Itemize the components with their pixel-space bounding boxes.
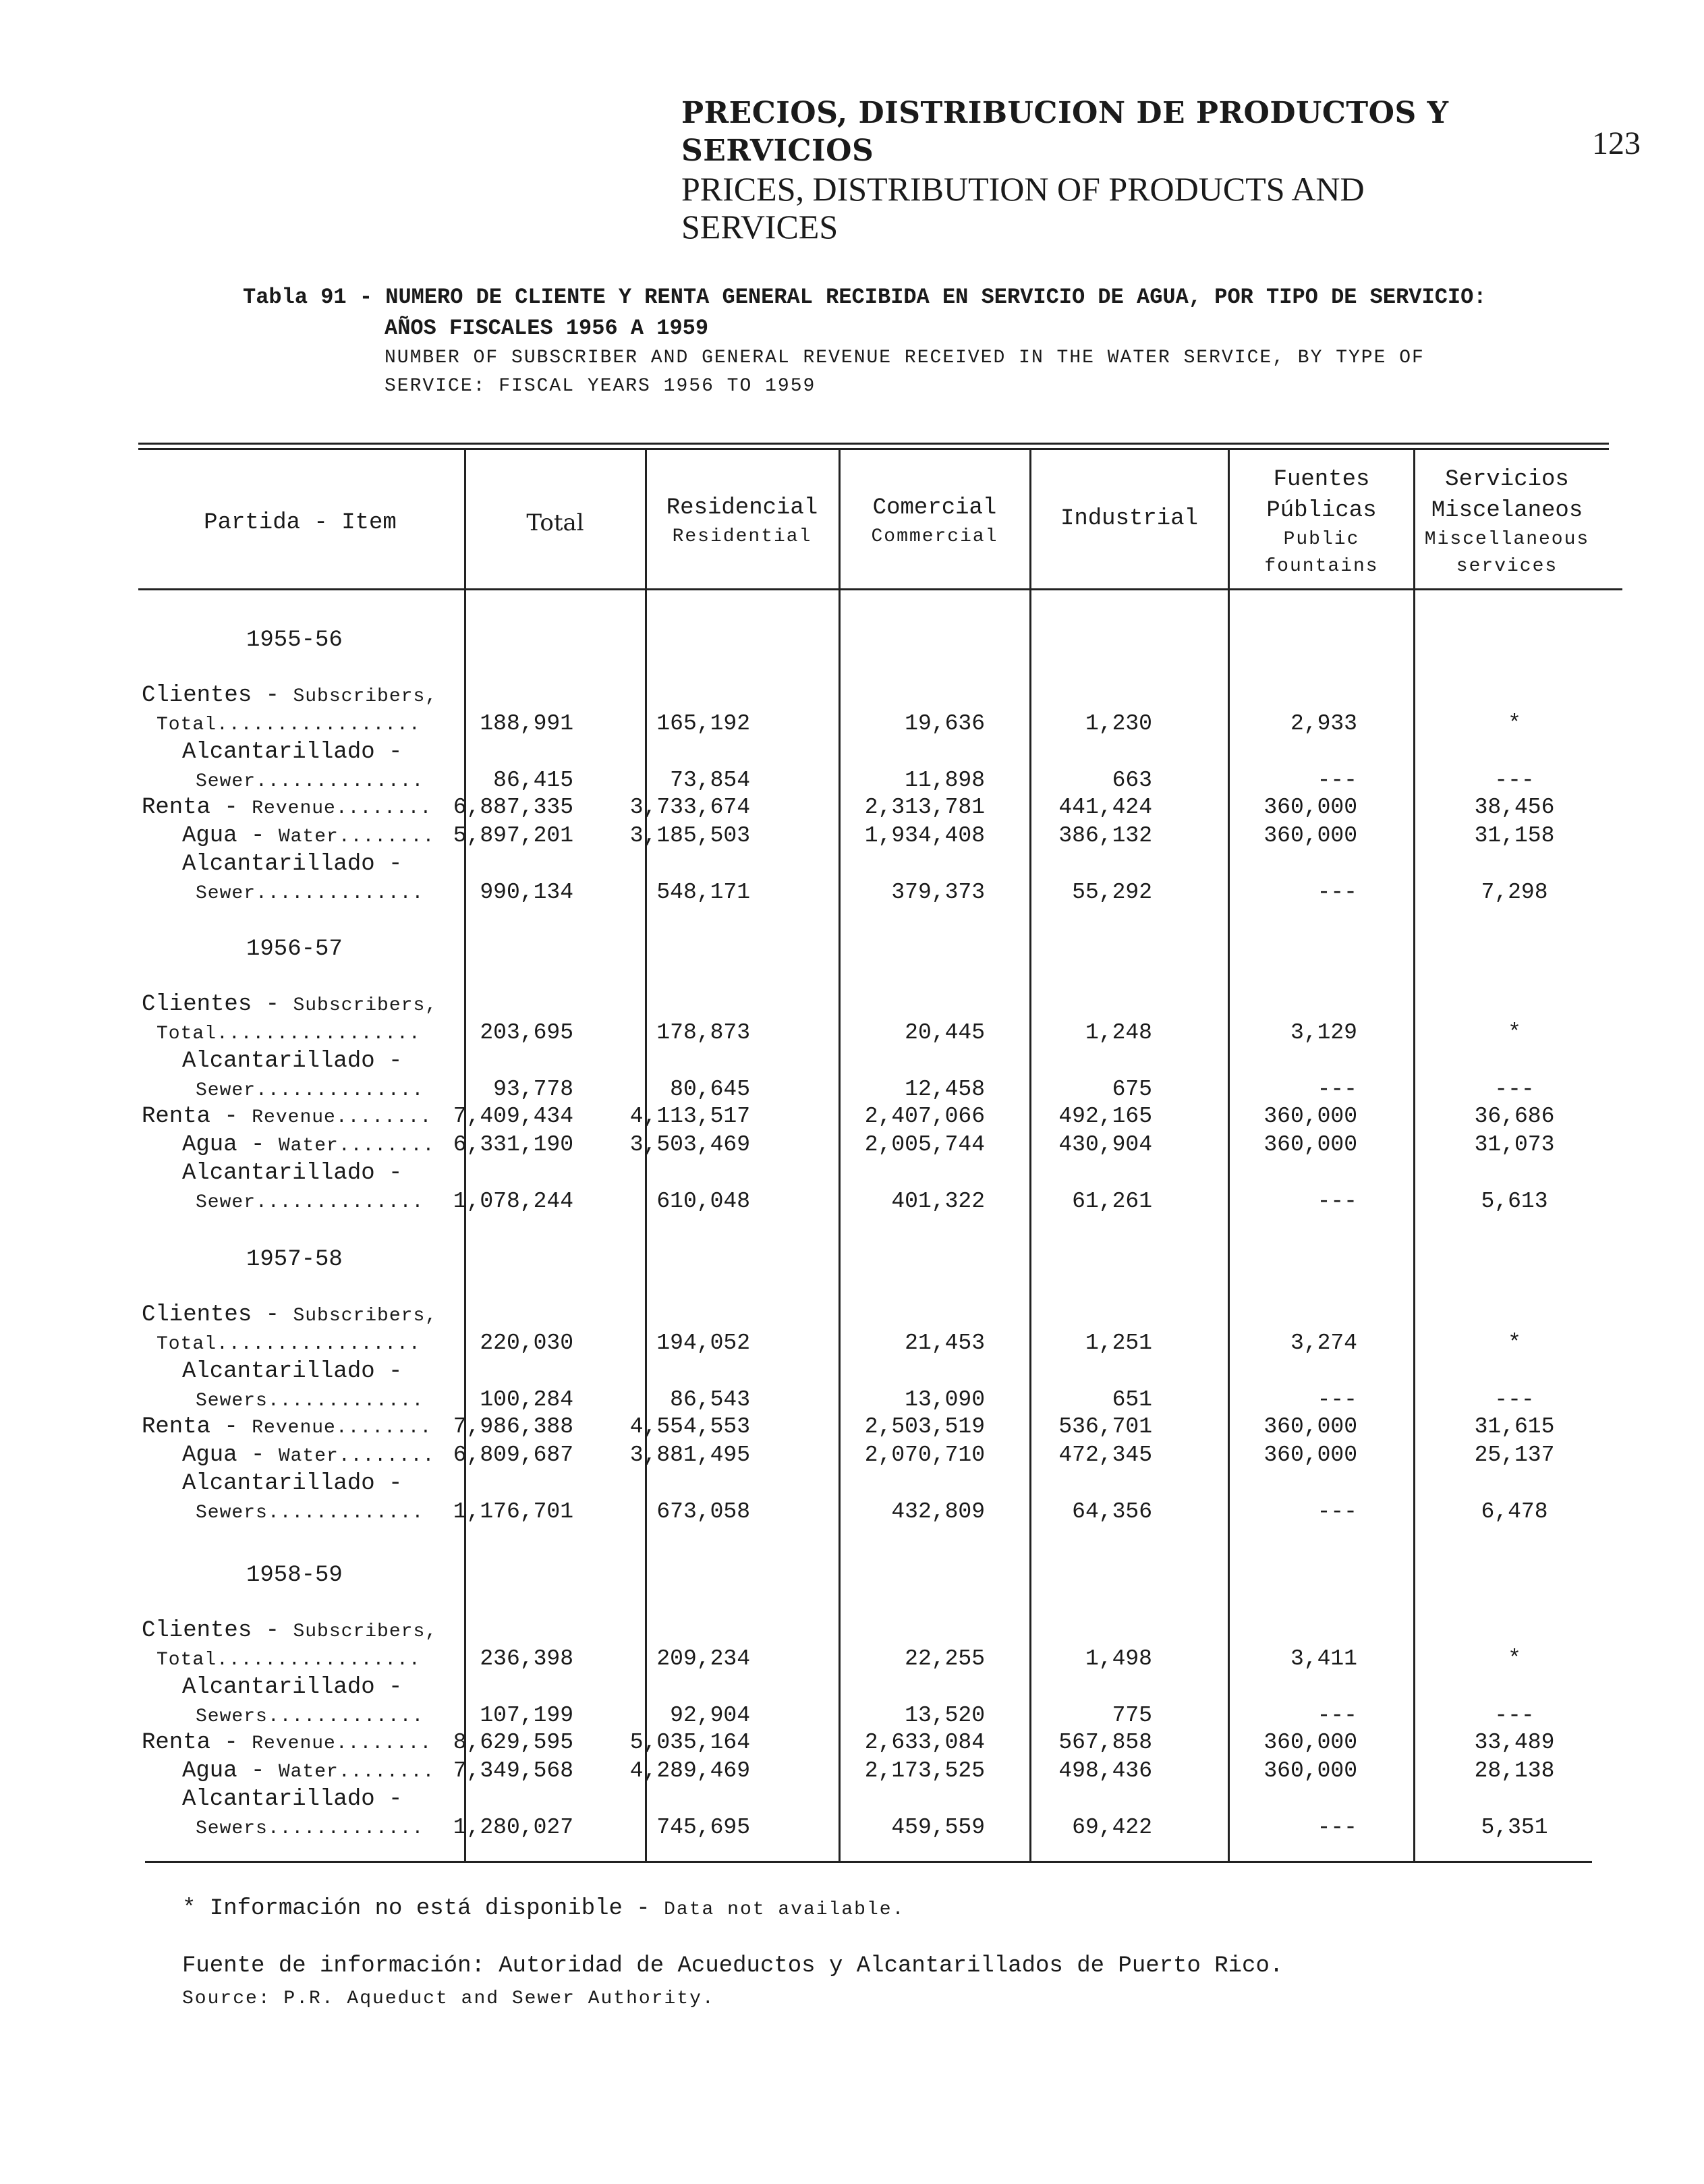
- table-cell: 86,543: [670, 1387, 750, 1412]
- table-cell: 61,261: [1072, 1189, 1152, 1214]
- table-cell: 28,138: [1474, 1758, 1555, 1783]
- table-cell: 360,000: [1263, 823, 1357, 848]
- footnote-source-es: Fuente de información: Autoridad de Acueductos y Alcantarillados de Puerto Rico.: [182, 1953, 1284, 1979]
- row-label-sewer: [196, 768, 424, 793]
- col-header-industrial: [1032, 503, 1226, 534]
- table-cell: 548,171: [656, 880, 750, 905]
- year-heading: 1957-58: [246, 1247, 343, 1272]
- table-cell: 1,248: [1085, 1020, 1152, 1045]
- row-label-clientes: Clientes -: [142, 1618, 293, 1644]
- col-header-misc-es2: Miscelaneos: [1431, 498, 1583, 524]
- header-bottom-rule: [138, 588, 1622, 590]
- row-label-alcantarillado-text: Alcantarillado -: [182, 1471, 403, 1496]
- table-cell: 360,000: [1263, 1104, 1357, 1129]
- table-cell: 673,058: [656, 1499, 750, 1524]
- row-label-alcantarillado: [182, 1160, 402, 1186]
- table-cell: 360,000: [1263, 1414, 1357, 1439]
- table-cell: 8,629,595: [453, 1730, 573, 1755]
- row-label-alcantarillado: [182, 1471, 402, 1496]
- table-cell: 1,230: [1085, 711, 1152, 736]
- table-cell: 386,132: [1058, 823, 1152, 848]
- table-cell: 2,005,744: [864, 1132, 985, 1157]
- row-label-water: [182, 1132, 434, 1158]
- row-label-sewer: [196, 1077, 424, 1102]
- row-label-sewer-text: Sewers.............: [196, 1818, 424, 1839]
- table-cell: 745,695: [656, 1815, 750, 1840]
- row-label-alcantarillado: [182, 1359, 402, 1384]
- row-label-revenue: [142, 795, 432, 820]
- table-cell: 3,185,503: [629, 823, 750, 848]
- table-cell: 536,701: [1058, 1414, 1152, 1439]
- table-cell: 107,199: [480, 1703, 573, 1728]
- row-label-total-text: Total.................: [157, 715, 421, 735]
- table-cell: 13,090: [905, 1387, 985, 1412]
- table-cell: 73,854: [670, 768, 750, 793]
- row-label-total: [157, 1646, 421, 1672]
- table-cell: ---: [1317, 768, 1357, 793]
- table-cell: 360,000: [1263, 795, 1357, 820]
- table-cell: 236,398: [480, 1646, 573, 1671]
- row-label-subscribers-en: Subscribers,: [293, 1621, 438, 1642]
- table-cell: ---: [1317, 1703, 1357, 1728]
- table-cell: 25,137: [1474, 1443, 1555, 1467]
- row-label-water-en: Water........: [278, 1136, 435, 1156]
- table-cell: 5,613: [1481, 1189, 1548, 1214]
- col-header-misc-en1: Miscellaneous: [1424, 529, 1590, 550]
- table-cell: 21,453: [905, 1331, 985, 1355]
- table-cell: 11,898: [905, 768, 985, 793]
- table-cell: 360,000: [1263, 1758, 1357, 1783]
- table-cell: ---: [1317, 1387, 1357, 1412]
- table-cell: 6,478: [1481, 1499, 1548, 1524]
- table-cell: 1,176,701: [453, 1499, 573, 1524]
- table-cell: 7,349,568: [453, 1758, 573, 1783]
- row-label-subscribers: [142, 992, 437, 1017]
- table-cell: 5,897,201: [453, 823, 573, 848]
- footnote-not-available-es: * Información no está disponible -: [182, 1896, 664, 1922]
- table-cell: 775: [1112, 1703, 1152, 1728]
- table-cell: ---: [1317, 1077, 1357, 1102]
- row-label-revenue-en: Revenue........: [252, 1733, 432, 1754]
- table-cell: 2,313,781: [864, 795, 985, 820]
- row-label-sewer-text: Sewers.............: [196, 1706, 424, 1727]
- header-title-en: PRICES, DISTRIBUTION OF PRODUCTS AND SERVICES: [681, 170, 1365, 246]
- table-cell: 4,289,469: [629, 1758, 750, 1783]
- row-label-alcantarillado: [182, 851, 402, 877]
- caption-line-2: AÑOS FISCALES 1956 A 1959: [385, 316, 709, 341]
- table-cell: 610,048: [656, 1189, 750, 1214]
- table-cell: 663: [1112, 768, 1152, 793]
- table-cell: 498,436: [1058, 1758, 1152, 1783]
- row-label-agua: Agua -: [182, 823, 279, 849]
- table-cell: ---: [1494, 1703, 1535, 1728]
- row-label-sewer-text: Sewers.............: [196, 1503, 424, 1523]
- col-header-misc-services: [1416, 464, 1598, 580]
- table-cell: 31,073: [1474, 1132, 1555, 1157]
- col-header-public-en1: Public: [1283, 529, 1360, 550]
- table-cell: 1,498: [1085, 1646, 1152, 1671]
- table-cell: 1,251: [1085, 1331, 1152, 1355]
- table-cell: ---: [1494, 1077, 1535, 1102]
- row-label-alcantarillado-text: Alcantarillado -: [182, 1359, 403, 1384]
- table-cell: 430,904: [1058, 1132, 1152, 1157]
- table-cell: 432,809: [891, 1499, 985, 1524]
- row-label-revenue-en: Revenue........: [252, 798, 432, 819]
- row-label-sewer: [196, 880, 424, 905]
- row-label-sewer-text: Sewer..............: [196, 771, 424, 792]
- table-cell: 38,456: [1474, 795, 1555, 820]
- row-label-water: [182, 823, 434, 849]
- row-label-total-text: Total.................: [157, 1334, 421, 1355]
- row-label-agua: Agua -: [182, 1443, 279, 1468]
- col-header-residential: [648, 493, 836, 551]
- table-cell: 401,322: [891, 1189, 985, 1214]
- table-cell: 6,887,335: [453, 795, 573, 820]
- table-cell: ---: [1494, 768, 1535, 793]
- table-top-rule-2: [138, 448, 1609, 450]
- col-header-public-es2: Públicas: [1266, 498, 1377, 524]
- table-cell: 5,035,164: [629, 1730, 750, 1755]
- col-header-commercial: [841, 493, 1028, 551]
- col-header-industrial-label: Industrial: [1060, 506, 1199, 532]
- table-cell: 459,559: [891, 1815, 985, 1840]
- caption-line-3: NUMBER OF SUBSCRIBER AND GENERAL REVENUE RECEIVED IN THE WATER SERVICE, BY TYPE OF: [385, 347, 1425, 368]
- table-cell: 3,881,495: [629, 1443, 750, 1467]
- table-cell: 64,356: [1072, 1499, 1152, 1524]
- row-label-water: [182, 1443, 434, 1468]
- row-label-revenue: [142, 1104, 432, 1129]
- table-cell: ---: [1317, 1189, 1357, 1214]
- table-cell: 203,695: [480, 1020, 573, 1045]
- table-cell: 5,351: [1481, 1815, 1548, 1840]
- table-cell: 2,933: [1290, 711, 1357, 736]
- table-cell: 567,858: [1058, 1730, 1152, 1755]
- header-title-es: PRECIOS, DISTRIBUCION DE PRODUCTOS Y SERVICIOS: [681, 96, 1449, 168]
- row-label-sewer: [196, 1815, 424, 1841]
- col-header-public-es1: Fuentes: [1273, 467, 1370, 493]
- table-cell: 651: [1112, 1387, 1152, 1412]
- row-label-total: [157, 711, 421, 737]
- row-label-subscribers-en: Subscribers,: [293, 1306, 438, 1326]
- year-heading: 1956-57: [246, 936, 343, 962]
- row-label-total: [157, 1331, 421, 1356]
- table-cell: 13,520: [905, 1703, 985, 1728]
- table-cell: ---: [1317, 1815, 1357, 1840]
- table-cell: 2,633,084: [864, 1730, 985, 1755]
- table-cell: 360,000: [1263, 1730, 1357, 1755]
- page-number: 123: [1592, 125, 1641, 161]
- year-heading: 1955-56: [246, 627, 343, 653]
- table-cell: 100,284: [480, 1387, 573, 1412]
- row-label-sewer: [196, 1189, 424, 1214]
- year-heading: 1958-59: [246, 1563, 343, 1588]
- page-header: [681, 94, 1491, 246]
- row-label-renta: Renta -: [142, 1414, 252, 1440]
- table-cell: *: [1508, 1646, 1521, 1671]
- table-cell: 7,298: [1481, 880, 1548, 905]
- caption-line-1: Tabla 91 - NUMERO DE CLIENTE Y RENTA GENERAL RECIBIDA EN SERVICIO DE AGUA, POR TIPO DE SERVICIO:: [243, 285, 1487, 310]
- row-label-water: [182, 1758, 434, 1784]
- table-cell: ---: [1494, 1387, 1535, 1412]
- table-top-rule: [138, 443, 1609, 445]
- table-cell: 441,424: [1058, 795, 1152, 820]
- footnote-not-available: [182, 1896, 905, 1922]
- row-label-subscribers: [142, 1618, 437, 1644]
- row-label-alcantarillado-text: Alcantarillado -: [182, 1787, 403, 1812]
- footnote-source-en: [182, 1985, 715, 2011]
- row-label-revenue: [142, 1730, 432, 1756]
- row-label-sewer: [196, 1499, 424, 1525]
- table-cell: 360,000: [1263, 1443, 1357, 1467]
- table-cell: 220,030: [480, 1331, 573, 1355]
- table-cell: 188,991: [480, 711, 573, 736]
- table-cell: 6,809,687: [453, 1443, 573, 1467]
- footnote-source-en-text: Source: P.R. Aqueduct and Sewer Authority.: [182, 1988, 715, 2009]
- col-header-commercial-es: Comercial: [872, 495, 997, 521]
- row-label-renta: Renta -: [142, 1730, 252, 1756]
- table-cell: *: [1508, 1331, 1521, 1355]
- row-label-alcantarillado: [182, 739, 402, 765]
- row-label-sewer-text: Sewer..............: [196, 1080, 424, 1101]
- table-cell: 36,686: [1474, 1104, 1555, 1129]
- row-label-alcantarillado-text: Alcantarillado -: [182, 739, 403, 765]
- table-cell: ---: [1317, 880, 1357, 905]
- row-label-alcantarillado-text: Alcantarillado -: [182, 1048, 403, 1074]
- row-label-clientes: Clientes -: [142, 683, 293, 708]
- row-label-water-en: Water........: [278, 1446, 435, 1467]
- table-cell: 165,192: [656, 711, 750, 736]
- row-label-alcantarillado-text: Alcantarillado -: [182, 1675, 403, 1700]
- col-header-total: [467, 507, 644, 538]
- table-cell: 22,255: [905, 1646, 985, 1671]
- table-cell: 492,165: [1058, 1104, 1152, 1129]
- row-label-sewer-text: Sewer..............: [196, 1192, 424, 1213]
- table-cell: 80,645: [670, 1077, 750, 1102]
- table-cell: 3,274: [1290, 1331, 1357, 1355]
- row-label-clientes: Clientes -: [142, 992, 293, 1017]
- table-cell: 675: [1112, 1077, 1152, 1102]
- table-cell: 20,445: [905, 1020, 985, 1045]
- table-cell: 7,409,434: [453, 1104, 573, 1129]
- table-cell: 472,345: [1058, 1443, 1152, 1467]
- row-label-revenue: [142, 1414, 432, 1440]
- table-cell: 1,078,244: [453, 1189, 573, 1214]
- row-label-alcantarillado-text: Alcantarillado -: [182, 1160, 403, 1186]
- table-cell: *: [1508, 1020, 1521, 1045]
- table-cell: 86,415: [493, 768, 573, 793]
- table-cell: *: [1508, 711, 1521, 736]
- table-cell: 19,636: [905, 711, 985, 736]
- row-label-revenue-en: Revenue........: [252, 1418, 432, 1438]
- table-cell: 33,489: [1474, 1730, 1555, 1755]
- table-cell: 209,234: [656, 1646, 750, 1671]
- col-header-misc-en2: services: [1456, 556, 1558, 577]
- row-label-water-en: Water........: [278, 827, 435, 847]
- col-header-misc-es1: Servicios: [1445, 467, 1569, 493]
- table-cell: 3,129: [1290, 1020, 1357, 1045]
- table-cell: 178,873: [656, 1020, 750, 1045]
- row-label-alcantarillado: [182, 1787, 402, 1812]
- table-cell: 4,554,553: [629, 1414, 750, 1439]
- row-label-sewer-text: Sewer..............: [196, 883, 424, 904]
- row-label-agua: Agua -: [182, 1758, 279, 1784]
- table-cell: 6,331,190: [453, 1132, 573, 1157]
- table-cell: 1,934,408: [864, 823, 985, 848]
- table-cell: 2,503,519: [864, 1414, 985, 1439]
- table-cell: 360,000: [1263, 1132, 1357, 1157]
- row-label-total: [157, 1020, 421, 1046]
- table-cell: 2,070,710: [864, 1443, 985, 1467]
- col-header-public-en2: fountains: [1264, 556, 1379, 577]
- table-bottom-rule: [145, 1861, 1592, 1863]
- table-cell: 3,733,674: [629, 795, 750, 820]
- table-cell: 92,904: [670, 1703, 750, 1728]
- table-cell: 379,373: [891, 880, 985, 905]
- table-cell: 12,458: [905, 1077, 985, 1102]
- table-cell: 3,503,469: [629, 1132, 750, 1157]
- table-cell: 93,778: [493, 1077, 573, 1102]
- col-header-commercial-en: Commercial: [871, 526, 998, 547]
- table-cell: 2,407,066: [864, 1104, 985, 1129]
- table-cell: 1,280,027: [453, 1815, 573, 1840]
- row-label-sewer: [196, 1387, 424, 1413]
- table-cell: 31,615: [1474, 1414, 1555, 1439]
- col-header-residential-es: Residencial: [666, 495, 818, 521]
- table-cell: 194,052: [656, 1331, 750, 1355]
- row-label-total-text: Total.................: [157, 1650, 421, 1671]
- row-label-sewer: [196, 1703, 424, 1729]
- row-label-agua: Agua -: [182, 1132, 279, 1158]
- table-cell: 2,173,525: [864, 1758, 985, 1783]
- row-label-total-text: Total.................: [157, 1024, 421, 1044]
- row-label-revenue-en: Revenue........: [252, 1107, 432, 1128]
- table-cell: 990,134: [480, 880, 573, 905]
- col-header-item: [142, 507, 459, 538]
- col-header-public-fountains: [1230, 464, 1413, 580]
- column-divider: [1413, 448, 1415, 1861]
- caption-line-4: SERVICE: FISCAL YEARS 1956 TO 1959: [385, 376, 816, 397]
- row-label-sewer-text: Sewers.............: [196, 1391, 424, 1411]
- table-cell: 31,158: [1474, 823, 1555, 848]
- table-cell: 55,292: [1072, 880, 1152, 905]
- row-label-subscribers: [142, 1302, 437, 1328]
- table-cell: 3,411: [1290, 1646, 1357, 1671]
- row-label-subscribers: [142, 683, 437, 708]
- col-header-total-label: Total: [526, 509, 584, 536]
- row-label-subscribers-en: Subscribers,: [293, 686, 438, 707]
- row-label-clientes: Clientes -: [142, 1302, 293, 1328]
- col-header-residential-en: Residential: [672, 526, 812, 547]
- row-label-renta: Renta -: [142, 795, 252, 820]
- row-label-alcantarillado-text: Alcantarillado -: [182, 851, 403, 877]
- table-cell: 4,113,517: [629, 1104, 750, 1129]
- table-caption: [243, 282, 1525, 401]
- row-label-water-en: Water........: [278, 1762, 435, 1783]
- row-label-alcantarillado: [182, 1048, 402, 1074]
- col-header-item-label: Partida - Item: [204, 510, 397, 536]
- row-label-subscribers-en: Subscribers,: [293, 995, 438, 1016]
- table-cell: 7,986,388: [453, 1414, 573, 1439]
- row-label-renta: Renta -: [142, 1104, 252, 1129]
- footnote-not-available-en: Data not available.: [664, 1899, 905, 1920]
- table-cell: ---: [1317, 1499, 1357, 1524]
- table-cell: 69,422: [1072, 1815, 1152, 1840]
- row-label-alcantarillado: [182, 1675, 402, 1700]
